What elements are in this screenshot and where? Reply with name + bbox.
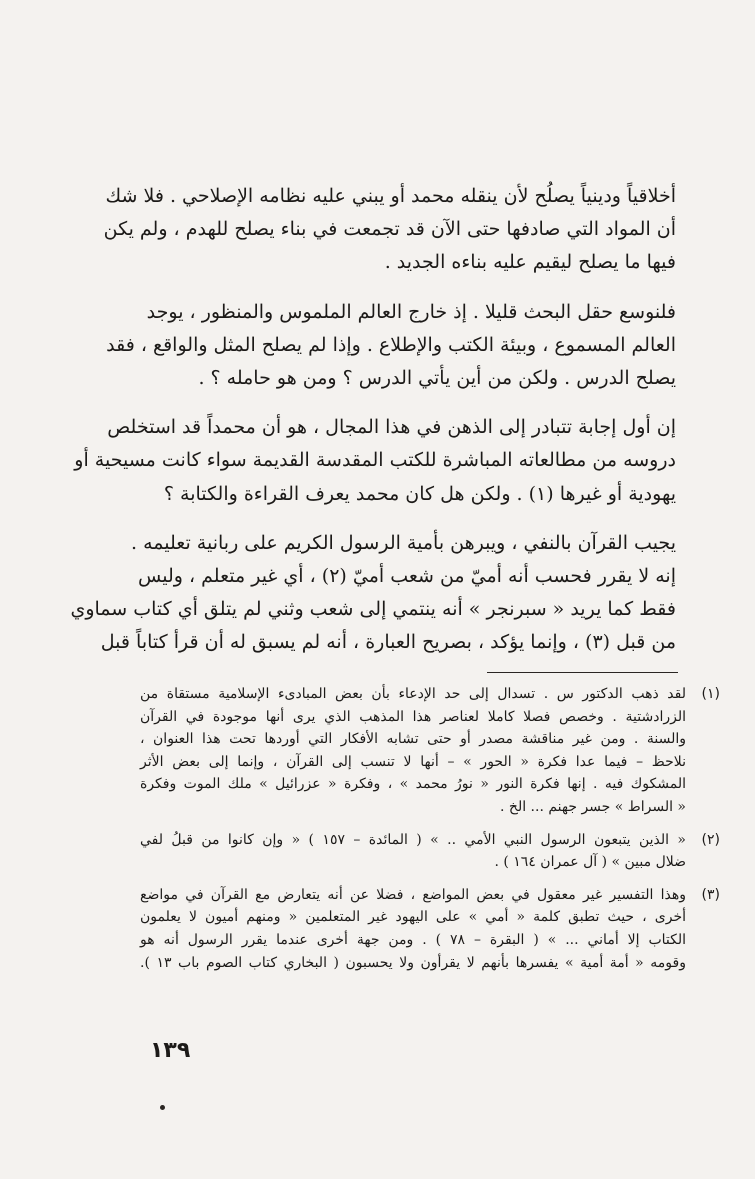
footnote-number: (٣) xyxy=(701,886,720,903)
footnote-line: ضلال مبين » ( آل عمران ١٦٤ ) . xyxy=(494,854,686,871)
footnote-line: لقد ذهب الدكتور س . تسدال إلى حد الإدعاء بأن بعض المبادىء الإسلامية مستقاة من xyxy=(140,686,686,702)
paragraph-2 xyxy=(106,296,676,396)
footnote-1 xyxy=(140,683,720,819)
footnote-number: (١) xyxy=(701,686,720,702)
footnote-3 xyxy=(140,884,720,974)
footnote-text xyxy=(140,683,686,819)
text-line: من قبل (٣) ، وإنما يؤكد ، بصريح العبارة ، أنه لم يسبق له أن قرأ كتاباً قبل xyxy=(100,631,676,654)
paragraph-4 xyxy=(70,527,676,660)
footnote-line: وقومه « أمة أمية » يفسرها بأنهم لا يقرأون ولا يحسبون ( البخاري كتاب الصوم باب ١٣ ). xyxy=(140,954,686,971)
text-line: يهودية أو غيرها (١) . ولكن هل كان محمد يعرف القراءة والكتابة ؟ xyxy=(163,482,676,505)
text-line: أن المواد التي صادفها حتى الآن قد تجمعت في بناء يصلح للهدم ، ولم يكن xyxy=(103,218,676,241)
main-text xyxy=(70,180,676,660)
footnotes xyxy=(140,683,720,974)
footnote-line: أخرى ، حيث تطبق كلمة « أمي » على اليهود غير المتعلمين « ومنهم أميون لا يعلمون xyxy=(140,909,686,926)
footnote-line: « السراط » جسر جهنم ... الخ . xyxy=(500,798,686,815)
paragraph-1 xyxy=(103,180,676,280)
text-line: فيها ما يصلح ليقيم عليه بناءه الجديد . xyxy=(384,251,676,274)
footnote-line: « الذين يتبعون الرسول النبي الأمي .. » ( المائدة – ١٥٧ ) « وإن كانوا من قبلُ لفي xyxy=(140,831,686,848)
text-line: فلنوسع حقل البحث قليلا . إذ خارج العالم الملموس والمنظور ، يوجد xyxy=(146,300,676,323)
footnote-number: (٢) xyxy=(701,831,720,848)
footnote-text xyxy=(140,829,686,874)
text-line: يجيب القرآن بالنفي ، ويبرهن بأمية الرسول الكريم على ربانية تعليمه . xyxy=(131,531,676,554)
text-line: فقط كما يريد « سبرنجر » أنه ينتمي إلى شعب وثني لم يتلق أي كتاب سماوي xyxy=(70,598,676,621)
page-number: ١٣٩ xyxy=(150,1038,191,1063)
text-line: دروسه من مطالعاته المباشرة للكتب المقدسة القديمة سواء كانت مسيحية أو xyxy=(74,449,676,472)
text-line: يصلح الدرس . ولكن من أين يأتي الدرس ؟ ومن هو حامله ؟ . xyxy=(198,367,676,390)
text-line: أخلاقياً ودينياً يصلُح لأن ينقله محمد أو يبني عليه نظامه الإصلاحي . فلا شك xyxy=(105,185,676,207)
footnote-line: الكتاب إلا أماني ... » ( البقرة – ٧٨ ) . ومن جهة أخرى عندما يقرر الرسول أنه هو xyxy=(140,931,686,948)
footnote-separator xyxy=(487,672,678,673)
text-line: إنه لا يقرر فحسب أنه أميّ من شعب أميّ (٢) ، أي غير متعلم ، وليس xyxy=(138,565,676,588)
paragraph-3 xyxy=(74,411,676,511)
footnote-2 xyxy=(140,829,720,874)
text-line: إن أول إجابة تتبادر إلى الذهن في هذا المجال ، هو أن محمداً قد استخلص xyxy=(107,416,676,439)
footnote-text xyxy=(140,884,686,974)
footnote-line: وهذا التفسير غير معقول في بعض المواضع ، فضلا عن أنه يتعارض مع القرآن في مواضع xyxy=(140,886,686,903)
footnote-line: نلاحظ – فيما عدا فكرة « الحور » – أنها لا تنسب إلى القرآن ، وإنما إلى بعض الأثر xyxy=(140,753,686,770)
footnote-line: الزرادشتية . وخصص فصلا كاملا لعناصر هذا المذهب الذي يرى أنها موجودة في القرآن xyxy=(140,708,686,725)
text-line: العالم المسموع ، وبيئة الكتب والإطلاع . وإذا لم يصلح المثل والواقع ، فقد xyxy=(106,333,676,356)
footnote-line: والسنة . ومن غير مناقشة مصدر أو حتى تشابه الأفكار التي أوردها تحت هذا العنوان ، xyxy=(140,731,686,748)
footnote-line: المشكوك فيه . إنها فكرة النور « نورُ محمد » ، وفكرة « عزرائيل » ملك الموت وفكرة xyxy=(140,776,686,793)
print-speck xyxy=(160,1105,165,1110)
